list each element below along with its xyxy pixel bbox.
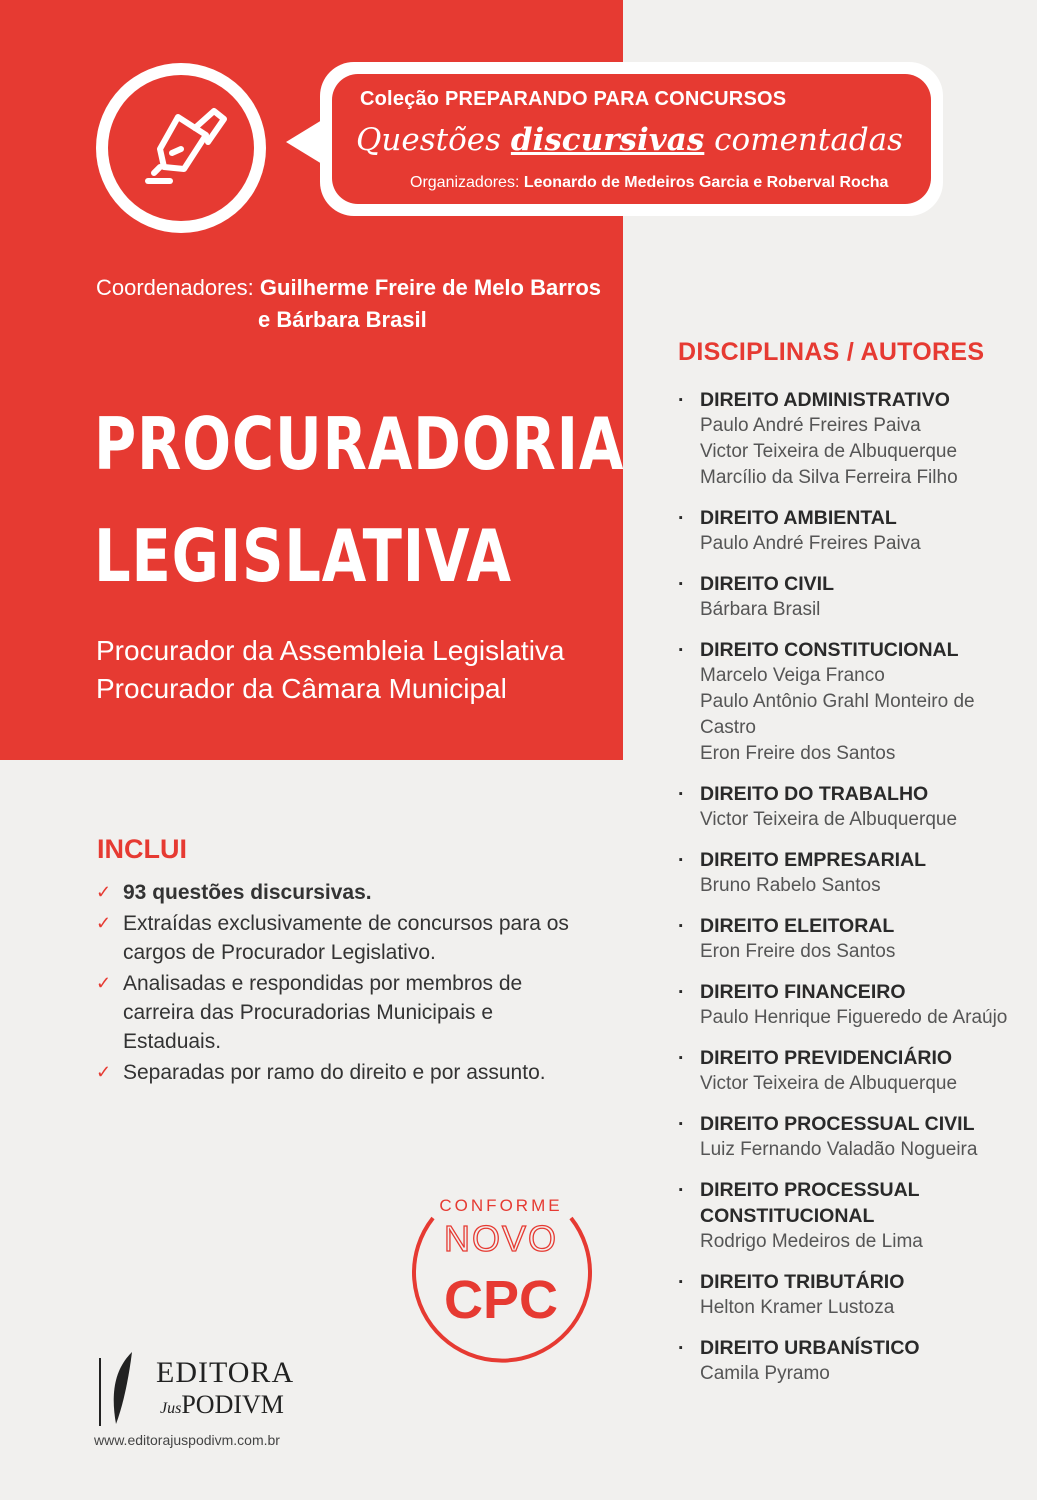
coordinator-line2: e Bárbara Brasil	[258, 307, 427, 332]
discipline-name: · DIREITO PROCESSUAL CONSTITUCIONAL	[678, 1177, 1018, 1229]
tagline-post: comentadas	[704, 122, 904, 158]
discipline-author: Camila Pyramo	[700, 1363, 830, 1384]
discipline-item	[678, 913, 1018, 965]
tagline-pre: Questões	[356, 122, 511, 158]
organizers-line	[410, 174, 888, 192]
subtitle-line1: Procurador da Assembleia Legislativa	[96, 635, 565, 666]
coordinators	[96, 272, 601, 336]
discipline-author: Bruno Rabelo Santos	[700, 875, 881, 896]
subtitle-line2: Procurador da Câmara Municipal	[96, 673, 507, 704]
discipline-item	[678, 637, 1018, 767]
organizers-label: Organizadores:	[410, 174, 520, 191]
discipline-author: Paulo Henrique Figueredo de Araújo	[700, 1007, 1008, 1028]
discipline-item	[678, 1111, 1018, 1163]
discipline-author: Victor Teixeira de Albuquerque	[700, 809, 958, 830]
discipline-author: Eron Freire dos Santos	[700, 941, 896, 962]
includes-item: ✓ Extraídas exclusivamente de concursos para os cargos de Procurador Legislativo.	[96, 909, 596, 967]
includes-item: ✓ Analisadas e respondidas por membros de carreira das Procuradorias Municipais e Estaduais.	[96, 969, 596, 1056]
discipline-item	[678, 1269, 1018, 1321]
discipline-name: · DIREITO FINANCEIRO	[678, 979, 1018, 1005]
discipline-name: · DIREITO AMBIENTAL	[678, 505, 1018, 531]
book-subtitle	[96, 632, 564, 708]
discipline-author: Rodrigo Medeiros de Lima	[700, 1231, 923, 1252]
discipline-item	[678, 505, 1018, 557]
discipline-name: · DIREITO URBANÍSTICO	[678, 1335, 1018, 1361]
seal-line3: CPC	[443, 1270, 559, 1330]
includes-heading: INCLUI	[97, 834, 187, 864]
discipline-name: · DIREITO ADMINISTRATIVO	[678, 387, 1018, 413]
discipline-item	[678, 1045, 1018, 1097]
collection-name: Coleção PREPARANDO PARA CONCURSOS	[360, 88, 787, 110]
discipline-author: Paulo André Freires Paiva	[700, 533, 921, 554]
discipline-name: · DIREITO DO TRABALHO	[678, 781, 1018, 807]
publisher-imprint	[160, 1390, 284, 1420]
discipline-author: Helton Kramer Lustoza	[700, 1297, 895, 1318]
tagline-emphasis: discursivas	[510, 122, 705, 158]
bubble-tail	[286, 120, 322, 164]
check-icon: ✓	[96, 913, 112, 933]
book-title	[94, 388, 624, 612]
discipline-item	[678, 1335, 1018, 1387]
disciplines-column	[678, 338, 1018, 1401]
discipline-item	[678, 781, 1018, 833]
publisher-prefix: Jus	[160, 1400, 182, 1417]
discipline-name: · DIREITO EMPRESARIAL	[678, 847, 1018, 873]
check-icon: ✓	[96, 973, 112, 993]
series-tagline	[356, 122, 903, 158]
check-icon: ✓	[96, 1062, 112, 1082]
publisher-url: www.editorajuspodivm.com.br	[94, 1432, 280, 1448]
seal-line2: NOVO	[443, 1218, 559, 1259]
includes-item: ✓ Separadas por ramo do direito e por assunto.	[96, 1058, 596, 1087]
discipline-author: Luiz Fernando Valadão Nogueira	[700, 1139, 978, 1160]
discipline-name: · DIREITO PREVIDENCIÁRIO	[678, 1045, 1018, 1071]
title-line2: LEGISLATIVA	[94, 514, 512, 598]
discipline-item	[678, 571, 1018, 623]
discipline-name: · DIREITO TRIBUTÁRIO	[678, 1269, 1018, 1295]
discipline-item	[678, 847, 1018, 899]
disciplines-list	[678, 387, 1018, 1387]
check-icon: ✓	[96, 882, 112, 902]
discipline-name: · DIREITO PROCESSUAL CIVIL	[678, 1111, 1018, 1137]
title-line1: PROCURADORIA	[94, 402, 625, 486]
discipline-author: Paulo André Freires Paiva	[700, 415, 921, 436]
publisher-name: EDITORA	[156, 1356, 295, 1389]
discipline-item	[678, 387, 1018, 491]
discipline-author: Marcelo Veiga Franco	[700, 665, 885, 686]
organizers-names: Leonardo de Medeiros Garcia e Roberval Rocha	[523, 174, 889, 191]
discipline-item	[678, 1177, 1018, 1255]
discipline-item	[678, 979, 1018, 1031]
includes-item: ✓ 93 questões discursivas.	[96, 878, 596, 907]
coordinator-line1: Guilherme Freire de Melo Barros	[259, 275, 602, 300]
discipline-author: Paulo Antônio Grahl Monteiro de Castro	[700, 691, 975, 738]
discipline-name: · DIREITO CIVIL	[678, 571, 1018, 597]
discipline-author: Bárbara Brasil	[700, 599, 821, 620]
novo-cpc-seal	[403, 1176, 599, 1372]
publisher-imprint-name: PODIVM	[181, 1390, 284, 1419]
includes-list	[96, 878, 596, 1089]
discipline-author: Eron Freire dos Santos	[700, 743, 896, 764]
discipline-author: Marcílio da Silva Ferreira Filho	[700, 467, 958, 488]
discipline-author: Victor Teixeira de Albuquerque	[700, 441, 958, 462]
discipline-name: · DIREITO CONSTITUCIONAL	[678, 637, 1018, 663]
pen-nib-icon	[108, 75, 254, 221]
coordinators-label: Coordenadores:	[96, 275, 254, 300]
discipline-name: · DIREITO ELEITORAL	[678, 913, 1018, 939]
disciplines-heading: DISCIPLINAS / AUTORES	[678, 338, 985, 366]
seal-line1: CONFORME	[439, 1196, 563, 1215]
discipline-author: Victor Teixeira de Albuquerque	[700, 1073, 958, 1094]
pen-badge	[96, 63, 266, 233]
feather-logo-icon	[92, 1350, 154, 1430]
